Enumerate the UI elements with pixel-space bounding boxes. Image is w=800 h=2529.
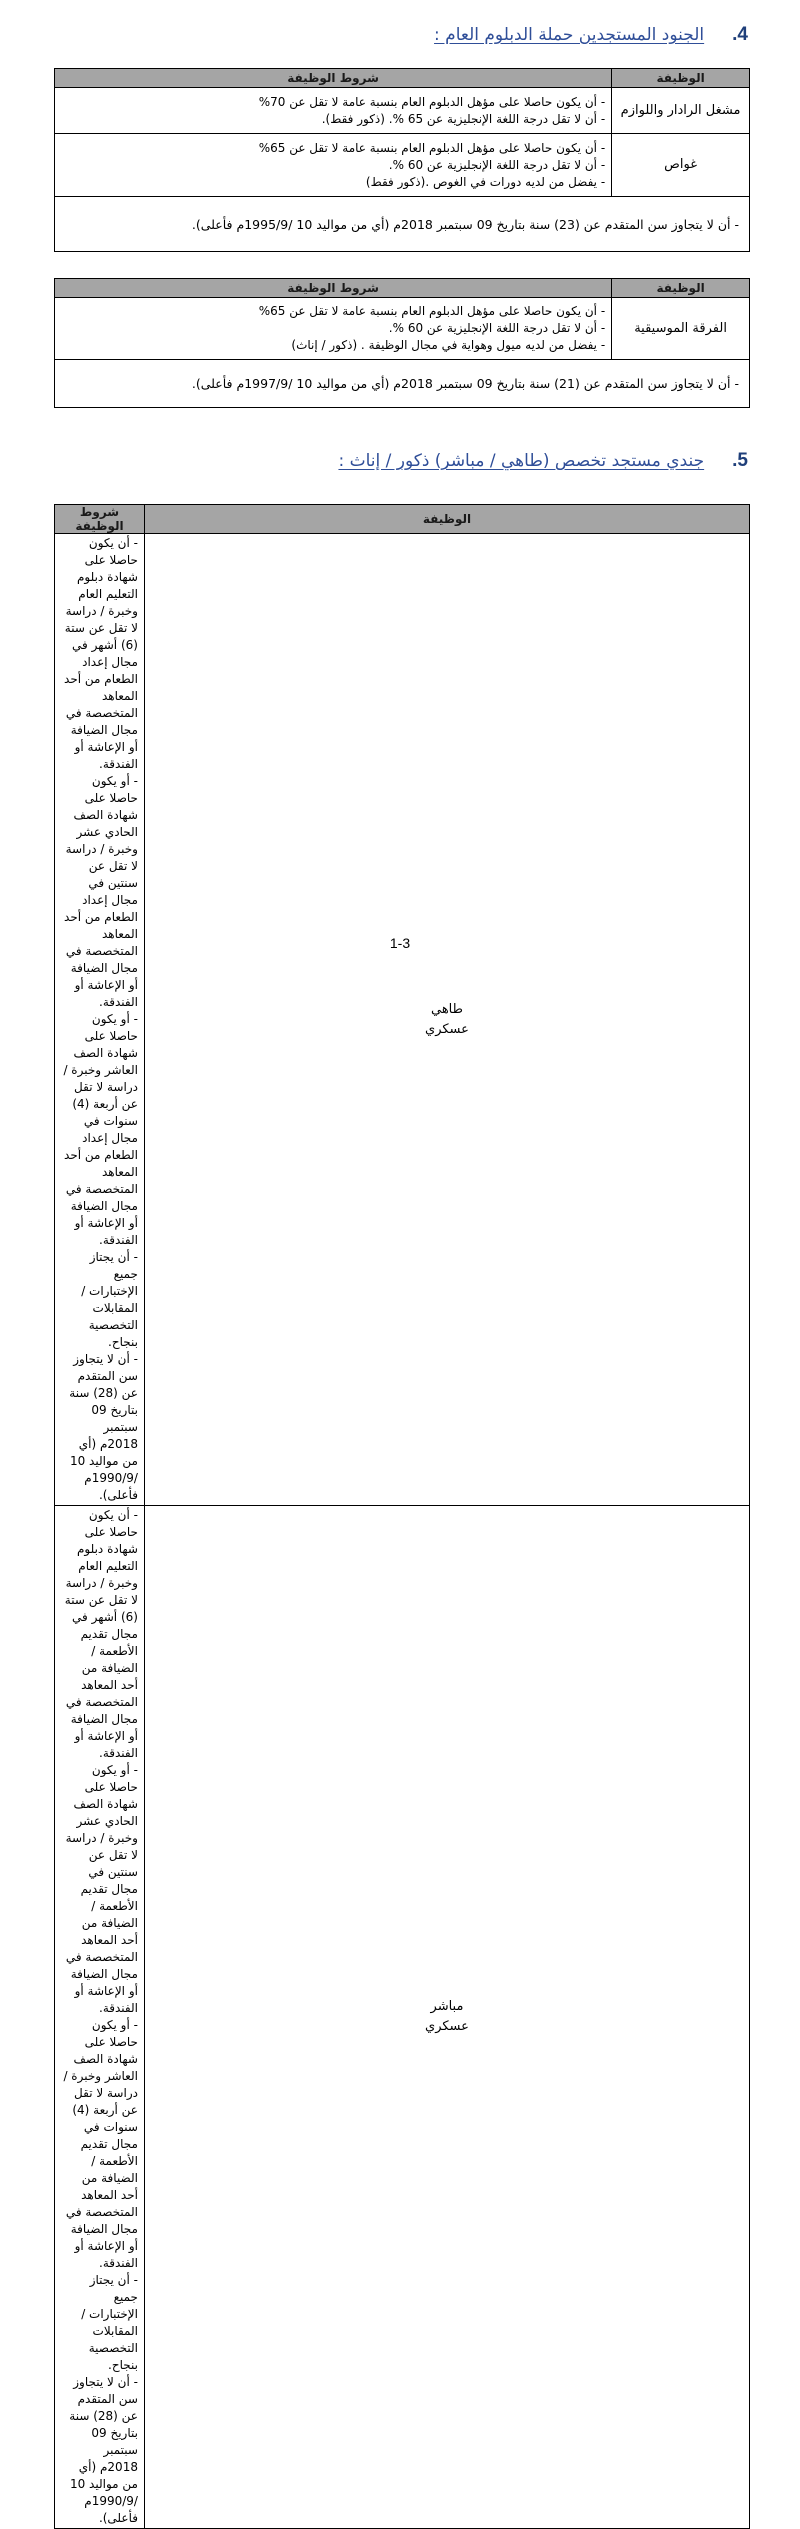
job-conditions bbox=[55, 1506, 145, 2529]
section-number: .4 bbox=[732, 24, 748, 45]
page-number: 1-3 bbox=[389, 935, 411, 951]
condition-line: - أن يكون حاصلا على مؤهل الدبلوم العام بنسبة عامة لا تقل عن 70% bbox=[258, 94, 606, 109]
section-number: .5 bbox=[732, 450, 748, 471]
condition-line: - أو يكون حاصلا على شهادة الصف الحادي عشر وخبرة / دراسة لا تقل عن سنتين في مجال إعداد الطعام من أحد المعاهد المتخصصة في مجال الضيافة أو الإعاشة أو الفندقة. bbox=[64, 774, 138, 1009]
job-name bbox=[144, 1506, 749, 2529]
job-name-line: عسكري bbox=[425, 1021, 469, 1037]
job-name: الفرقة الموسيقية bbox=[612, 298, 750, 360]
condition-line: - أو يكون حاصلا على شهادة الصف العاشر وخبرة / دراسة لا تقل عن أربعة (4) سنوات في مجال تقديم الأطعمة / الضيافة من أحد المعاهد المتخصصة في مجال الضيافة أو الإعاشة أو الفندقة. bbox=[63, 2018, 138, 2270]
condition-line: - أن لا يتجاوز سن المتقدم عن (28) سنة بتاريخ 09 سبتمبر 2018م (أي من مواليد 10 /1990/9م فأعلى). bbox=[69, 1352, 138, 1502]
condition-line: - يفضل من لديه ميول وهواية في مجال الوظيفة . (ذكور / إناث) bbox=[291, 338, 606, 352]
condition-line: - أو يكون حاصلا على شهادة الصف العاشر وخبرة / دراسة لا تقل عن أربعة (4) سنوات في مجال إعداد الطعام من أحد المعاهد المتخصصة في مجال الضيافة أو الإعاشة أو الفندقة. bbox=[63, 1012, 138, 1247]
condition-line: - أن لا تقل درجة اللغة الإنجليزية عن 60 %. bbox=[388, 157, 606, 172]
condition-line: - أن يكون حاصلا على مؤهل الدبلوم العام بنسبة عامة لا تقل عن 65% bbox=[258, 304, 606, 318]
job-conditions bbox=[55, 88, 612, 134]
header-conditions: شروط الوظيفة bbox=[55, 69, 612, 88]
condition-line: - أن يجتاز جميع الإختبارات / المقابلات التخصصية بنجاح. bbox=[81, 2273, 138, 2372]
condition-line: - أن لا يتجاوز سن المتقدم عن (28) سنة بتاريخ 09 سبتمبر 2018م (أي من مواليد 10 /1990/9م فأعلى). bbox=[69, 2375, 138, 2525]
header-job: الوظيفة bbox=[144, 505, 749, 534]
header-conditions: شروط الوظيفة bbox=[55, 279, 612, 298]
job-name-line: مباشر bbox=[430, 1999, 464, 2014]
section-title: جندي مستجد تخصص (طاهي / مباشر) ذكور / إناث : bbox=[338, 451, 705, 471]
jobs-table-1 bbox=[54, 68, 750, 252]
table-row bbox=[55, 298, 750, 360]
table-header-row bbox=[55, 69, 750, 88]
table-row bbox=[55, 534, 750, 1506]
age-note: - أن لا يتجاوز سن المتقدم عن (23) سنة بتاريخ 09 سبتمبر 2018م (أي من مواليد 10 /1995/9م فأعلى). bbox=[55, 197, 750, 252]
table-row bbox=[55, 88, 750, 134]
condition-line: - أن يكون حاصلا على شهادة دبلوم التعليم العام وخبرة / دراسة لا تقل عن ستة (6) أشهر في مجال إعداد الطعام من أحد المعاهد المتخصصة في مجال الضيافة أو الإعاشة أو الفندقة. bbox=[64, 536, 138, 771]
condition-line: - أن لا تقل درجة اللغة الإنجليزية عن 65 %. (ذكور فقط). bbox=[321, 111, 606, 126]
condition-line: - أن لا تقل درجة اللغة الإنجليزية عن 60 %. bbox=[388, 321, 606, 335]
section-title: الجنود المستجدين حملة الدبلوم العام : bbox=[434, 25, 705, 45]
jobs-table-2 bbox=[54, 278, 750, 408]
header-job: الوظيفة bbox=[612, 69, 750, 88]
header-job: الوظيفة bbox=[612, 279, 750, 298]
condition-line: - أن يكون حاصلا على مؤهل الدبلوم العام بنسبة عامة لا تقل عن 65% bbox=[258, 140, 606, 155]
job-name: مشغل الرادار واللوازم bbox=[612, 88, 750, 134]
table-header-row bbox=[55, 505, 750, 534]
section-4-heading bbox=[434, 24, 748, 46]
table-header-row bbox=[55, 279, 750, 298]
job-name-line: عسكري bbox=[425, 2019, 469, 2034]
job-name-line: طاهي bbox=[430, 1001, 463, 1017]
jobs-table-3 bbox=[54, 504, 750, 2529]
job-conditions bbox=[55, 298, 612, 360]
table-row bbox=[55, 134, 750, 197]
job-name bbox=[144, 534, 749, 1506]
job-conditions bbox=[55, 134, 612, 197]
condition-line: - يفضل من لديه دورات في الغوص .(ذكور فقط) bbox=[365, 174, 606, 189]
header-conditions: شروط الوظيفة bbox=[55, 505, 145, 534]
table-row bbox=[55, 1506, 750, 2529]
job-conditions bbox=[55, 534, 145, 1506]
condition-line: - أو يكون حاصلا على شهادة الصف الحادي عشر وخبرة / دراسة لا تقل عن سنتين في مجال تقديم الأطعمة / الضيافة من أحد المعاهد المتخصصة في مجال الضيافة أو الإعاشة أو الفندقة. bbox=[65, 1763, 138, 2015]
condition-line: - أن يجتاز جميع الإختبارات / المقابلات التخصصية بنجاح. bbox=[81, 1250, 138, 1349]
job-name: غواص bbox=[612, 134, 750, 197]
condition-line: - أن يكون حاصلا على شهادة دبلوم التعليم العام وخبرة / دراسة لا تقل عن ستة (6) أشهر في مجال تقديم الأطعمة / الضيافة من أحد المعاهد المتخصصة في مجال الضيافة أو الإعاشة أو الفندقة. bbox=[64, 1508, 138, 1760]
age-note-row bbox=[55, 360, 750, 408]
age-note-row bbox=[55, 197, 750, 252]
section-5-heading bbox=[338, 450, 748, 472]
age-note: - أن لا يتجاوز سن المتقدم عن (21) سنة بتاريخ 09 سبتمبر 2018م (أي من مواليد 10 /1997/9م فأعلى). bbox=[55, 360, 750, 408]
